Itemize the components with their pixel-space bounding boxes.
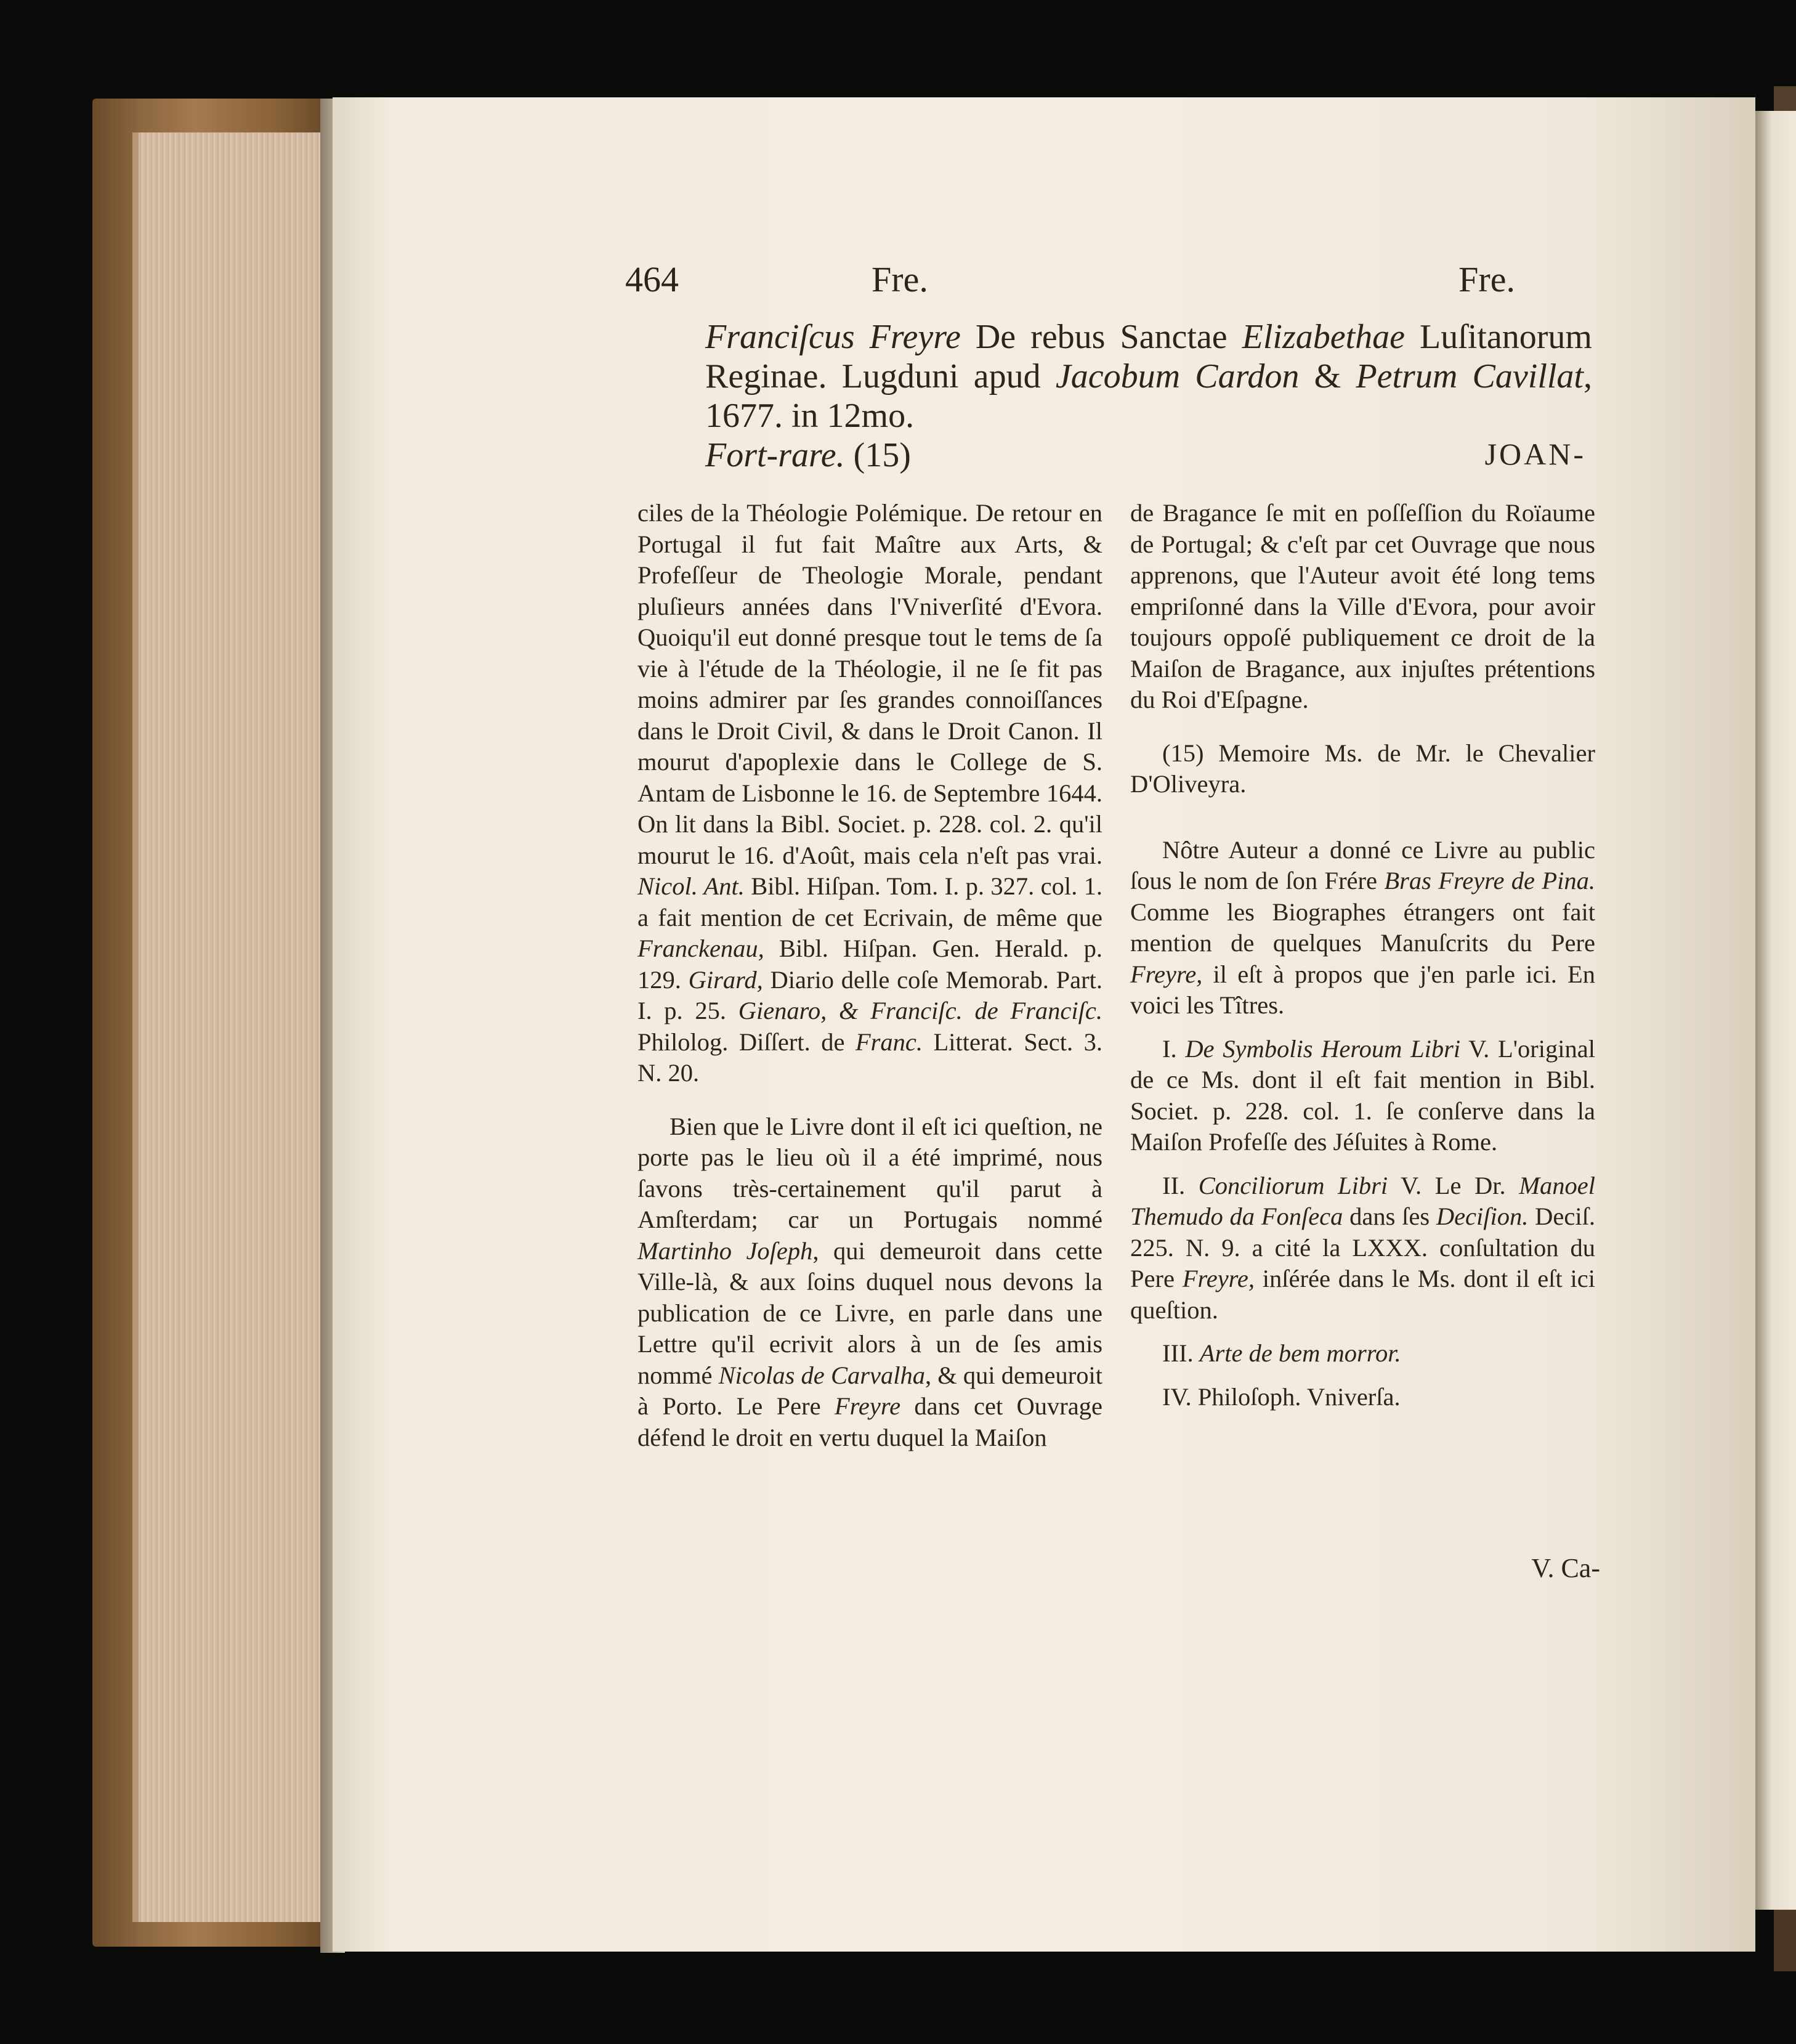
bibliographic-entry: [625, 317, 1592, 475]
facing-page-edge: [1755, 111, 1796, 1910]
footnote-15: (15) Memoire Ms. de Mr. le Chevalier D'Oliveyra.: [1130, 739, 1595, 798]
entry-author: Franciſcus Freyre: [705, 318, 961, 356]
page-number: 464: [625, 259, 679, 299]
running-head-left: Fre.: [872, 259, 928, 299]
entry-text: Franciſcus Freyre De rebus Sanctae Elizabethae Luſitanorum Reginae. Lugduni apud Jacobum Cardon & Petrum Cavillat, 1677. in 12mo. Fort-rare. (15): [705, 318, 1592, 474]
right-column: [1130, 498, 1595, 1413]
right-paragraph-1: de Bragance ſe mit en poſſeſſion du Roïaume de Portugal; & c'eſt par cet Ouvrage que nous apprenons, que l'Auteur avoit été long tems empriſonné dans la Ville d'Evora, pour avoir toujours oppoſé publiquement ce droit de la Maiſon de Bragance, aux injuſtes prétentions du Roi d'Eſpagne.: [1130, 499, 1595, 713]
manuscript-item-2: II. Conciliorum Libri V. Le Dr. Manoel Themudo da Fonſeca dans ſes Deciſion. Deciſ. 225. N. 9. a cité la LXXX. conſultation du Pere Freyre, inſérée dans le Ms. dont il eſt ici queſtion.: [1130, 1171, 1596, 1324]
next-entry-catchword: JOAN-: [1484, 437, 1586, 471]
left-paragraph-2: Bien que le Livre dont il eſt ici queſtion, ne porte pas le lieu où il a été imprimé, nous ſavons très-certainement qu'il parut à Amſterdam; car un Portugais nommé Martinho Joſeph, qui demeuroit dans cette Ville-là, & aux ſoins duquel nous devons la publication de ce Livre, en parle dans une Lettre qu'il ecrivit alors à un de ſes amis nommé Nicolas de Carvalha, & qui demeuroit à Porto. Le Pere Freyre dans cet Ouvrage défend le droit en vertu duquel la Maiſon: [637, 1112, 1103, 1451]
page-edges: [132, 132, 336, 1922]
note-reference: (15): [844, 436, 911, 474]
running-head-right: Fre.: [1458, 259, 1515, 299]
right-paragraph-3: Nôtre Auteur a donné ce Livre au public ſous le nom de ſon Frére Bras Freyre de Pina. Comme les Biographes étrangers ont fait mention de quelques Manuſcrits du Pere Freyre, il eſt à propos que j'en parle ici. En voici les Tîtres.: [1130, 835, 1595, 1019]
catchword: V. Ca-: [1531, 1553, 1600, 1583]
left-column: [637, 498, 1102, 1453]
running-header: [625, 259, 1583, 314]
rarity-note: Fort-rare.: [705, 436, 845, 474]
manuscript-item-1: I. De Symbolis Heroum Libri V. L'original de ce Ms. dont il eſt fait mention in Bibl. Societ. p. 228. col. 1. ſe conſerve dans la Maiſon Profeſſe des Jéſuites à Rome.: [1130, 1034, 1595, 1156]
manuscript-item-4: IV. Philoſoph. Vniverſa.: [1162, 1382, 1401, 1411]
manuscript-item-3: III. Arte de bem morror.: [1162, 1339, 1401, 1367]
left-paragraph-1: ciles de la Théologie Polémique. De retour en Portugal il fut fait Maître aux Arts, & Profeſſeur de Theologie Morale, pendant pluſieurs années dans l'Vniverſité d'Evora. Quoiqu'il eut donné presque tout le tems de ſa vie à l'étude de la Théologie, il ne ſe fit pas moins admirer par ſes grandes connoiſſances dans le Droit Civil, & dans le Droit Canon. Il mourut d'apoplexie dans le College de S. Antam de Lisbonne le 16. de Septembre 1644. On lit dans la Bibl. Societ. p. 228. col. 2. qu'il mourut le 16. d'Août, mais cela n'eſt pas vrai. Nicol. Ant. Bibl. Hiſpan. Tom. I. p. 327. col. 1. a fait mention de cet Ecrivain, de même que Franckenau, Bibl. Hiſpan. Gen. Herald. p. 129. Girard, Diario delle coſe Memorab. Part. I. p. 25. Gienaro, & Franciſc. de Franciſc. Philolog. Diſſert. de Franc. Litterat. Sect. 3. N. 20.: [637, 499, 1102, 1087]
